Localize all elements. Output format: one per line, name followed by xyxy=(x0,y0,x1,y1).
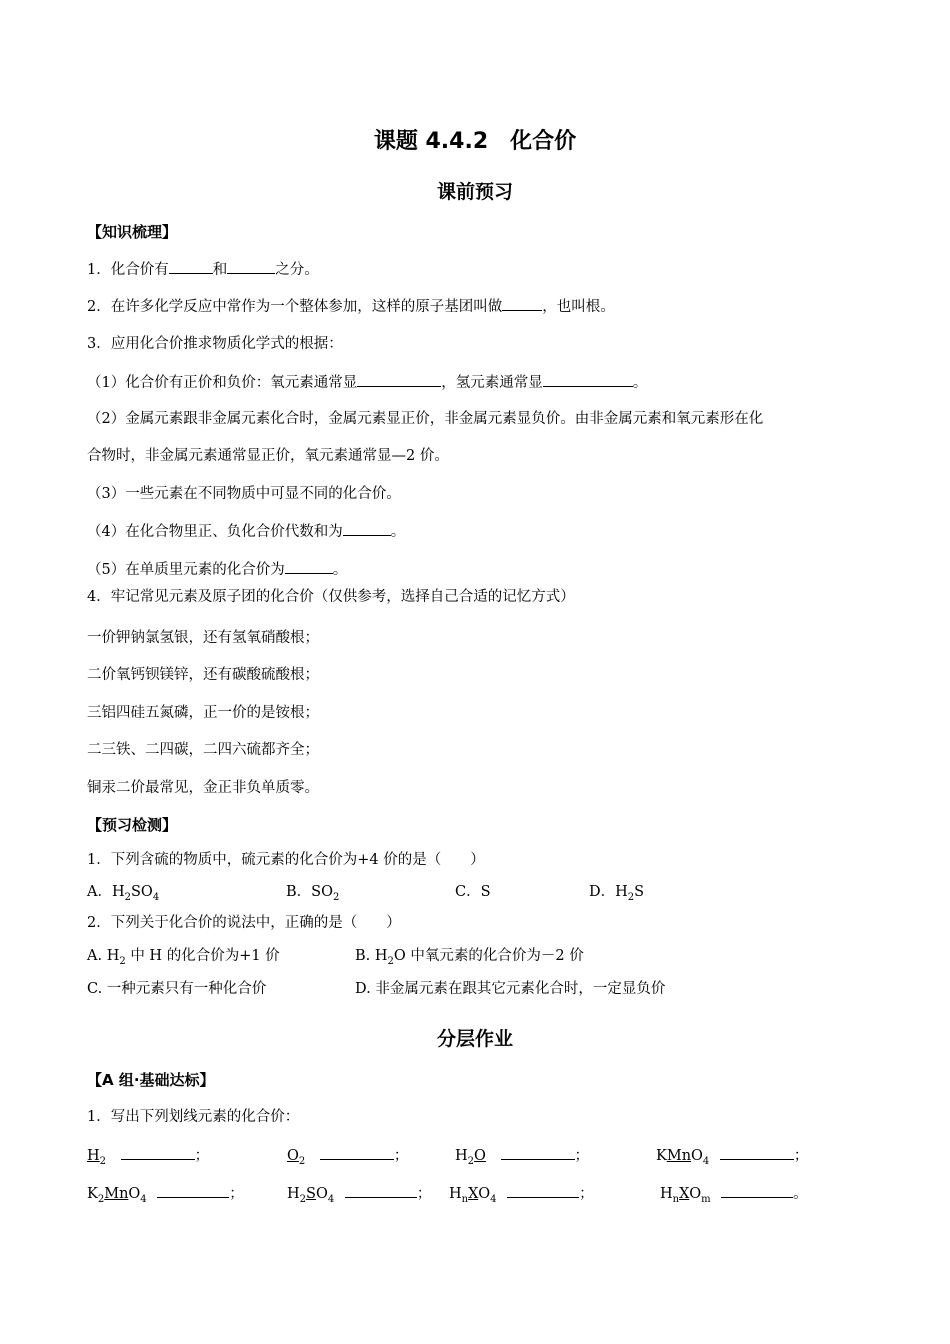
q3-4-text-b: 。 xyxy=(390,524,406,540)
underlined-element: O xyxy=(474,1148,486,1164)
knowledge-heading: 【知识梳理】 xyxy=(87,223,178,241)
subscript: 2 xyxy=(124,891,131,903)
q2-text-a: 2．在许多化学反应中常作为一个整体参加，这样的原子基团叫做 xyxy=(87,299,503,315)
subscript: n xyxy=(672,1193,680,1205)
underlined-element: S xyxy=(306,1186,316,1202)
subscript: 2 xyxy=(99,1155,107,1167)
fill-blank[interactable] xyxy=(169,259,213,274)
separator: 。 xyxy=(793,1186,808,1202)
formula-h2so4 xyxy=(287,1183,431,1204)
page-title: 课题 4.4.2 化合价 xyxy=(373,129,577,154)
subscript: 2 xyxy=(298,1155,306,1167)
option-c-text: C．S xyxy=(455,884,491,900)
subscript: 2 xyxy=(627,891,635,903)
element-text: K xyxy=(656,1148,667,1164)
knowledge-q3: 3．应用化合价推求物质化学式的根据： xyxy=(87,336,343,352)
separator: ； xyxy=(793,1148,809,1164)
underlined-element: Mn xyxy=(666,1148,692,1164)
option-d[interactable] xyxy=(589,882,644,902)
option-a-text: SO xyxy=(131,884,153,900)
rhyme-line: 二价氧钙钡镁锌，还有碳酸硫酸根； xyxy=(87,667,319,683)
knowledge-q3-4 xyxy=(87,521,405,542)
underlined-element: O xyxy=(287,1148,299,1164)
answer-blank[interactable] xyxy=(345,1183,417,1198)
option-a[interactable] xyxy=(87,946,280,966)
subscript: 2 xyxy=(299,1193,307,1205)
separator: ； xyxy=(579,1186,594,1202)
q3-1-text-a: （1）化合价有正价和负价：氧元素通常显 xyxy=(87,375,358,391)
separator: ； xyxy=(416,1186,432,1202)
rhyme-line: 二三铁、二四碳，二四六硫都齐全； xyxy=(87,742,319,758)
check-q2: 2．下列关于化合价的说法中，正确的是（ ） xyxy=(87,915,401,931)
q1-text-c: 之分。 xyxy=(275,262,319,278)
answer-blank[interactable] xyxy=(320,1145,394,1160)
answer-blank[interactable] xyxy=(157,1183,229,1198)
fill-blank[interactable] xyxy=(227,259,275,274)
option-c[interactable]: C. 一种元素只有一种化合价 xyxy=(87,981,267,997)
option-c[interactable] xyxy=(455,882,491,902)
option-a-text: 中 H 的化合价为+1 价 xyxy=(125,948,280,964)
underlined-element: Mn xyxy=(104,1186,129,1202)
option-b[interactable] xyxy=(355,946,584,966)
option-a[interactable] xyxy=(87,882,159,902)
subscript: 2 xyxy=(332,891,340,903)
formula-kmno4 xyxy=(656,1145,808,1166)
answer-blank[interactable] xyxy=(720,1145,794,1160)
q3-1-text-c: 。 xyxy=(632,375,648,391)
answer-blank[interactable] xyxy=(721,1183,793,1198)
q3-1-text-b: ，氢元素通常显 xyxy=(441,375,543,391)
answer-blank[interactable] xyxy=(501,1145,575,1160)
group-a-heading: 【A 组·基础达标】 xyxy=(87,1071,215,1089)
element-text: H xyxy=(287,1186,300,1202)
section-heading-homework: 分层作业 xyxy=(436,1028,513,1050)
option-a-text: A. H xyxy=(87,948,120,964)
subscript: 4 xyxy=(327,1193,335,1205)
rhyme-line: 三铝四硅五氮磷，正一价的是铵根； xyxy=(87,705,319,721)
formula-hnxo4 xyxy=(449,1183,594,1204)
subscript: 4 xyxy=(490,1193,497,1205)
formula-h2 xyxy=(87,1145,209,1166)
fill-blank[interactable] xyxy=(543,372,633,387)
subscript: 2 xyxy=(467,1155,475,1167)
subscript: m xyxy=(701,1193,711,1205)
q3-5-text-b: 。 xyxy=(332,562,348,578)
separator: ； xyxy=(393,1148,409,1164)
q3-5-text-a: （5）在单质里元素的化合价为 xyxy=(87,562,285,578)
subscript: 4 xyxy=(152,891,160,903)
element-text: K xyxy=(87,1186,98,1202)
answer-blank[interactable] xyxy=(507,1183,579,1198)
formula-hnxom xyxy=(660,1183,808,1204)
separator: ； xyxy=(194,1148,210,1164)
answer-blank[interactable] xyxy=(121,1145,195,1160)
knowledge-q1 xyxy=(87,259,319,280)
knowledge-q3-2-line1: （2）金属元素跟非金属元素化合时，金属元素显正价，非金属元素显负价。由非金属元素和氧元素形在化 xyxy=(87,411,764,427)
option-b-text: B. H xyxy=(355,948,388,964)
separator: ； xyxy=(574,1148,590,1164)
knowledge-q3-3: （3）一些元素在不同物质中可显不同的化合价。 xyxy=(87,486,401,502)
underlined-element: X xyxy=(468,1186,479,1202)
option-b-text: B．SO xyxy=(286,884,333,900)
check-heading: 【预习检测】 xyxy=(87,816,178,834)
fill-blank[interactable] xyxy=(285,559,333,574)
knowledge-q4: 4．牢记常见元素及原子团的化合价（仅供参考，选择自己合适的记忆方式） xyxy=(87,589,575,605)
separator: ； xyxy=(229,1186,244,1202)
fill-blank[interactable] xyxy=(502,296,542,311)
knowledge-q3-1 xyxy=(87,372,647,393)
option-d[interactable]: D. 非金属元素在跟其它元素化合时，一定显负价 xyxy=(355,981,666,997)
element-text: H xyxy=(455,1148,468,1164)
knowledge-q3-2-line2: 合物时，非金属元素通常显正价，氧元素通常显—2 价。 xyxy=(87,448,449,464)
section-heading-preview: 课前预习 xyxy=(436,181,513,203)
formula-k2mno4 xyxy=(87,1183,244,1204)
element-text: H xyxy=(660,1186,673,1202)
element-text: O xyxy=(478,1186,491,1202)
subscript: n xyxy=(461,1193,469,1205)
knowledge-q3-5 xyxy=(87,559,347,580)
q2-text-b: ，也叫根。 xyxy=(542,299,615,315)
option-b[interactable] xyxy=(286,882,339,902)
element-text: O xyxy=(689,1186,702,1202)
option-a-text: A．H xyxy=(87,884,125,900)
option-d-text: D．H xyxy=(589,884,628,900)
group-a-q1: 1．写出下列划线元素的化合价： xyxy=(87,1109,300,1125)
option-d-text: S xyxy=(634,884,645,900)
subscript: 4 xyxy=(702,1155,710,1167)
check-q1: 1．下列含硫的物质中，硫元素的化合价为+4 价的是（ ） xyxy=(87,852,485,868)
formula-o2 xyxy=(287,1145,408,1166)
element-text: O xyxy=(315,1186,328,1202)
fill-blank[interactable] xyxy=(343,521,391,536)
subscript: 2 xyxy=(119,955,126,967)
underlined-element: H xyxy=(87,1148,100,1164)
subscript: 4 xyxy=(140,1193,147,1205)
q3-4-text-a: （4）在化合物里正、负化合价代数和为 xyxy=(87,524,343,540)
fill-blank[interactable] xyxy=(357,372,441,387)
q1-text-a: 1．化合价有 xyxy=(87,262,169,278)
element-text: O xyxy=(128,1186,141,1202)
rhyme-line: 一价钾钠氯氢银，还有氢氧硝酸根； xyxy=(87,630,319,646)
rhyme-line: 铜汞二价最常见，金正非负单质零。 xyxy=(87,780,319,796)
subscript: 2 xyxy=(387,955,394,967)
element-text: O xyxy=(691,1148,703,1164)
q1-text-b: 和 xyxy=(212,262,228,278)
element-text: H xyxy=(449,1186,462,1202)
option-b-text: O 中氧元素的化合价为－2 价 xyxy=(393,948,584,964)
knowledge-q2 xyxy=(87,296,615,317)
formula-h2o xyxy=(455,1145,589,1166)
underlined-element: X xyxy=(679,1186,690,1202)
subscript: 2 xyxy=(97,1193,105,1205)
